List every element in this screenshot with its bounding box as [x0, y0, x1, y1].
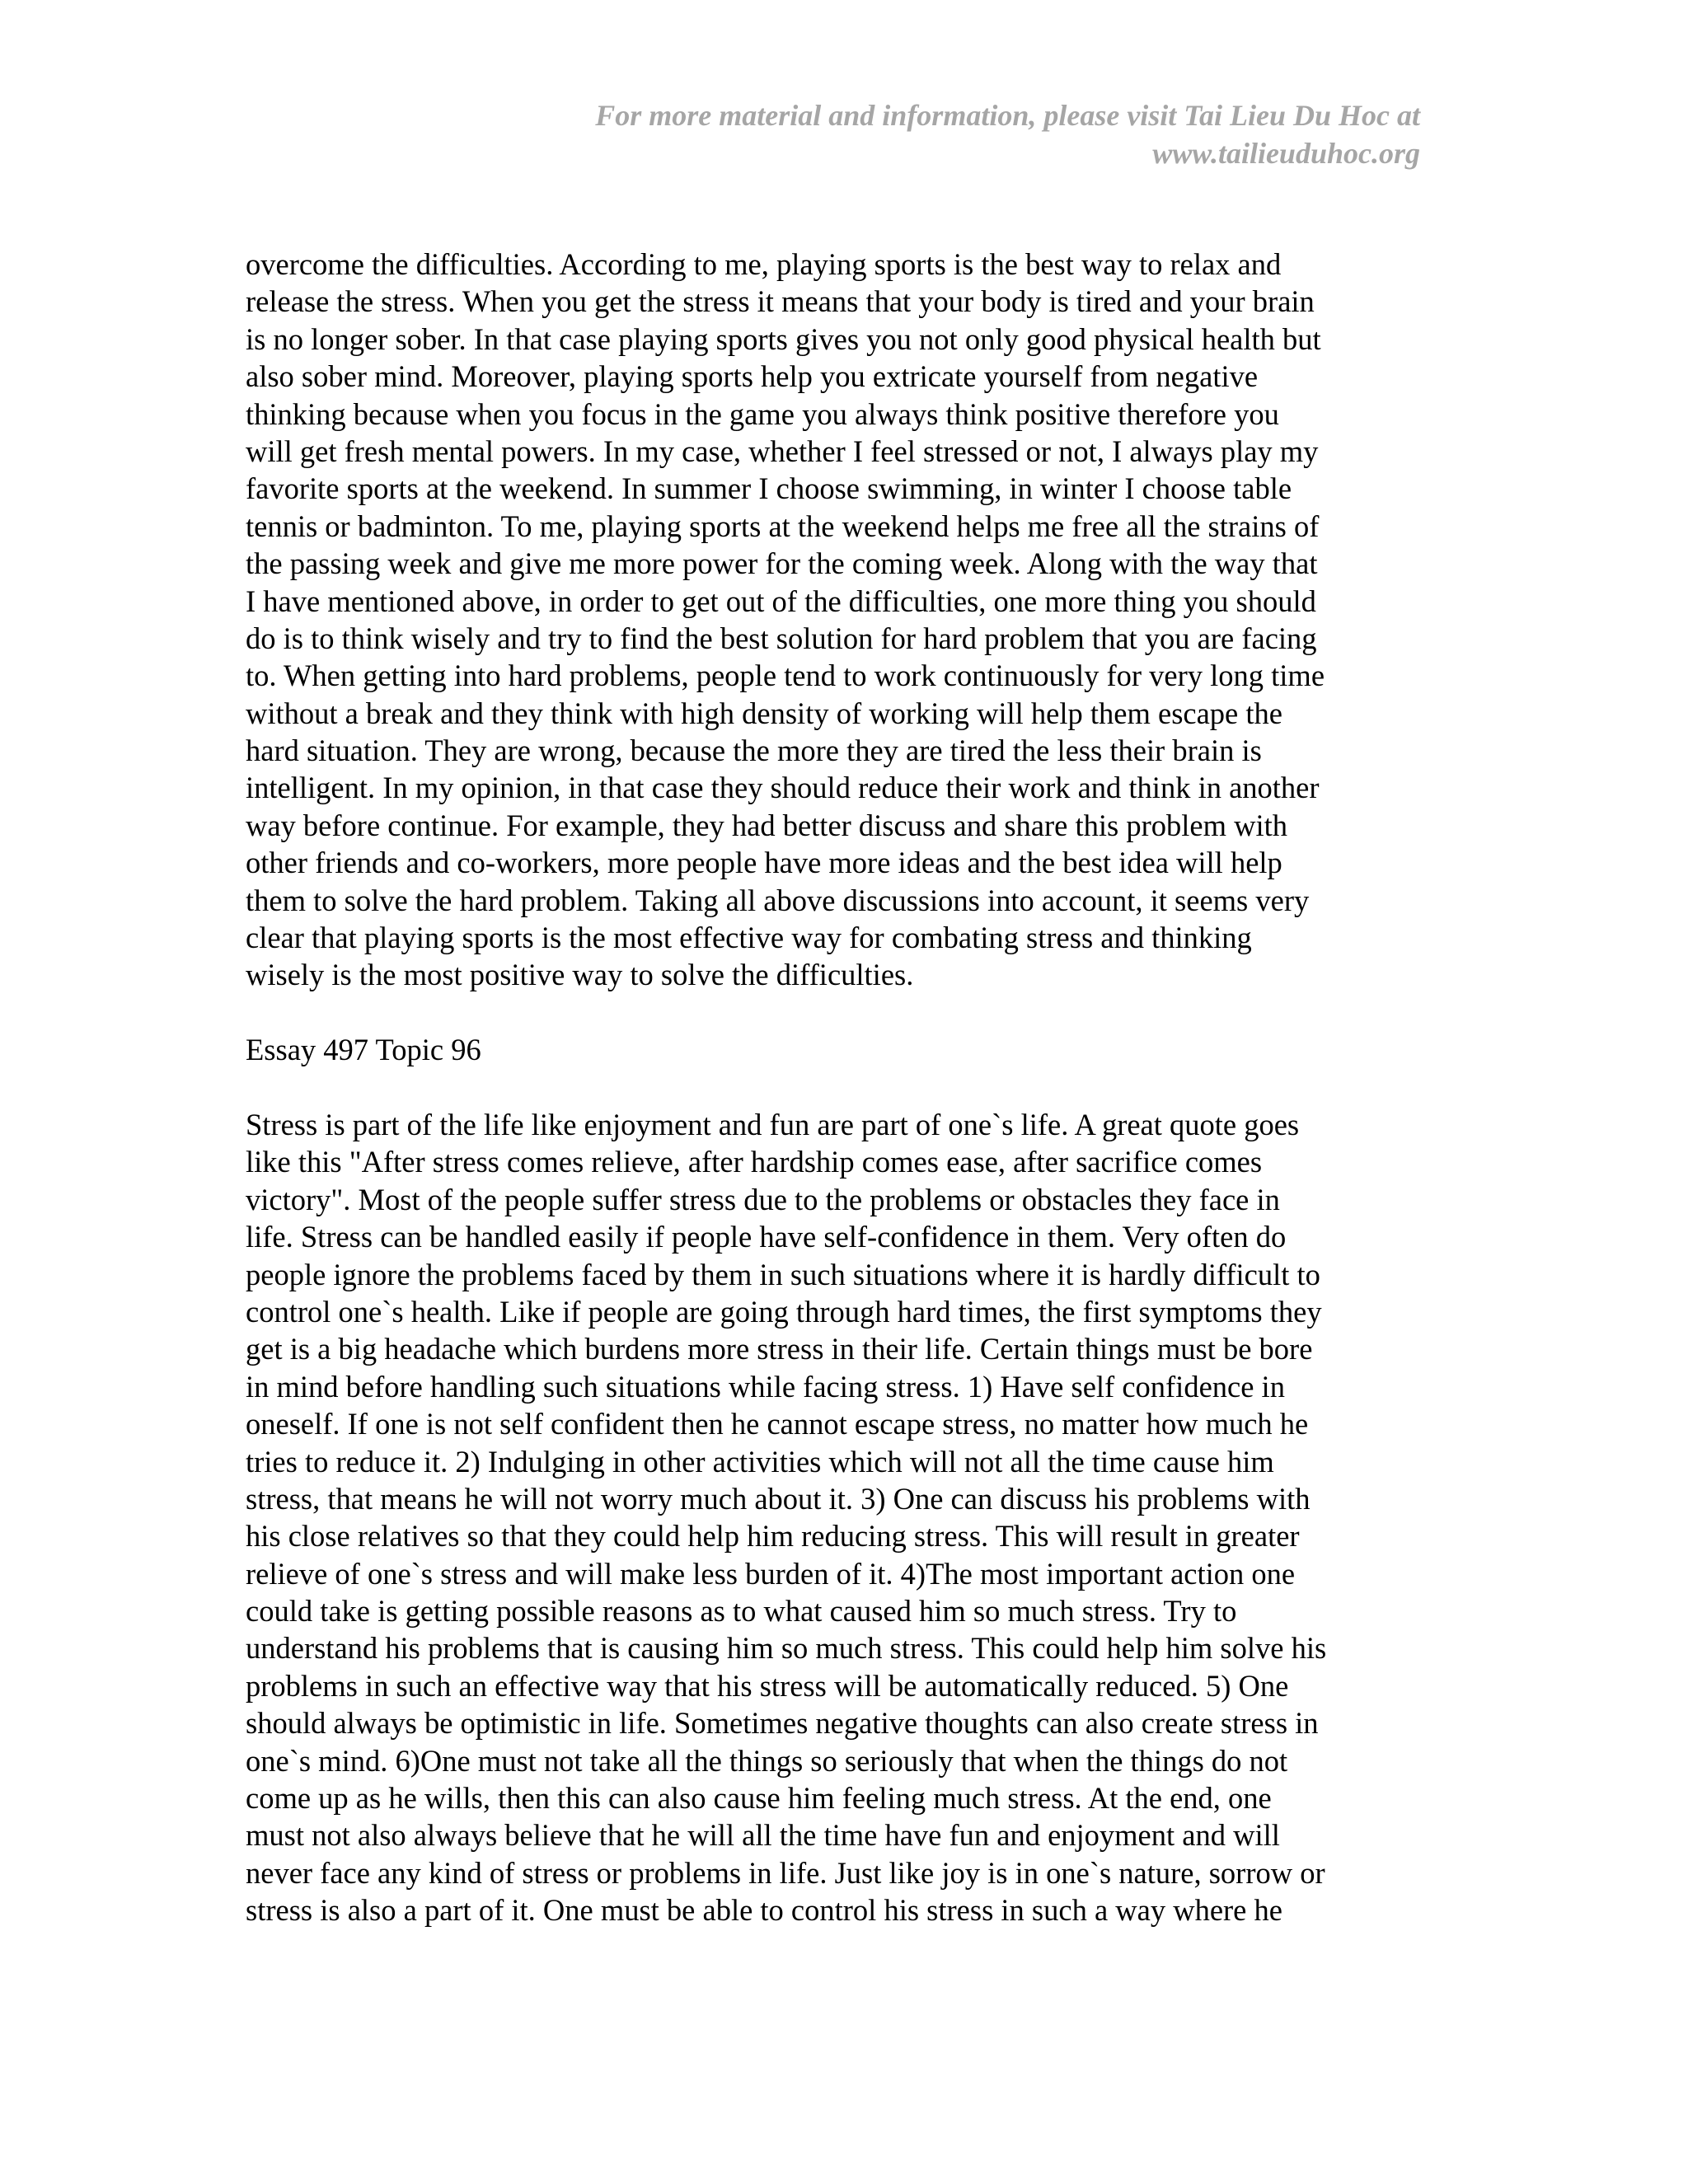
text-line: to. When getting into hard problems, people tend to work continuously for very long time: [246, 658, 1325, 693]
page-header: [431, 96, 1420, 172]
text-line: hard situation. They are wrong, because the more they are tired the less their brain is: [246, 733, 1262, 768]
text-line: life. Stress can be handled easily if people have self-confidence in them. Very often do: [246, 1220, 1287, 1254]
text-line: stress, that means he will not worry much about it. 3) One can discuss his problems with: [246, 1481, 1311, 1516]
text-line: people ignore the problems faced by them in such situations where it is hardly difficult to: [246, 1257, 1320, 1291]
text-line: release the stress. When you get the stress it means that your body is tired and your brain: [246, 284, 1315, 319]
text-line: get is a big headache which burdens more stress in their life. Certain things must be bore: [246, 1332, 1313, 1366]
text-line: relieve of one`s stress and will make less burden of it. 4)The most important action one: [246, 1556, 1296, 1591]
text-line: could take is getting possible reasons as to what caused him so much stress. Try to: [246, 1594, 1237, 1629]
text-line: tries to reduce it. 2) Indulging in other activities which will not all the time cause him: [246, 1444, 1274, 1479]
text-line: understand his problems that is causing him so much stress. This could help him solve his: [246, 1631, 1327, 1666]
text-line: must not also always believe that he will all the time have fun and enjoyment and will: [246, 1818, 1280, 1853]
text-line: oneself. If one is not self confident then he cannot escape stress, no matter how much he: [246, 1407, 1309, 1441]
text-line: other friends and co-workers, more people have more ideas and the best idea will help: [246, 846, 1282, 880]
essay-heading: Essay 497 Topic 96: [246, 1033, 481, 1067]
text-line: in mind before handling such situations while facing stress. 1) Have self confidence in: [246, 1369, 1285, 1404]
text-line: the passing week and give me more power for the coming week. Along with the way that: [246, 546, 1318, 581]
paragraph-spacer: [246, 994, 1432, 1031]
essay-heading-block: [246, 1031, 1432, 1068]
text-line: clear that playing sports is the most effective way for combating stress and thinking: [246, 921, 1252, 955]
paragraph-2: [246, 1106, 1432, 1929]
text-line: will get fresh mental powers. In my case, whether I feel stressed or not, I always play my: [246, 434, 1319, 468]
text-line: come up as he wills, then this can also cause him feeling much stress. At the end, one: [246, 1781, 1272, 1816]
text-line: also sober mind. Moreover, playing sports help you extricate yourself from negative: [246, 359, 1259, 394]
text-line: wisely is the most positive way to solve the difficulties.: [246, 958, 914, 992]
text-line: tennis or badminton. To me, playing sports at the weekend helps me free all the strains of: [246, 509, 1320, 543]
text-line: stress is also a part of it. One must be able to control his stress in such a way where he: [246, 1893, 1282, 1928]
text-line: Stress is part of the life like enjoyment and fun are part of one`s life. A great quote goes: [246, 1107, 1300, 1141]
text-line: victory". Most of the people suffer stress due to the problems or obstacles they face in: [246, 1182, 1280, 1216]
text-line: way before continue. For example, they had better discuss and share this problem with: [246, 808, 1287, 842]
text-line: never face any kind of stress or problems in life. Just like joy is in one`s nature, sorrow or: [246, 1855, 1325, 1890]
text-line: do is to think wisely and try to find the best solution for hard problem that you are facing: [246, 621, 1317, 655]
text-line: one`s mind. 6)One must not take all the things so seriously that when the things do not: [246, 1743, 1288, 1778]
paragraph-1: [246, 246, 1432, 994]
text-line: problems in such an effective way that his stress will be automatically reduced. 5) One: [246, 1668, 1289, 1703]
text-line: is no longer sober. In that case playing sports gives you not only good physical health but: [246, 321, 1321, 356]
paragraph-spacer: [246, 1069, 1432, 1106]
header-website-link[interactable]: www.tailieuduhoc.org: [1152, 137, 1420, 170]
text-line: without a break and they think with high density of working will help them escape the: [246, 696, 1282, 730]
text-line: I have mentioned above, in order to get out of the difficulties, one more thing you should: [246, 583, 1316, 618]
text-line: control one`s health. Like if people are going through hard times, the first symptoms they: [246, 1294, 1322, 1329]
text-line: intelligent. In my opinion, in that case they should reduce their work and think in another: [246, 771, 1320, 805]
document-body: [246, 246, 1432, 1929]
text-line: his close relatives so that they could help him reducing stress. This will result in greater: [246, 1519, 1300, 1554]
text-line: thinking because when you focus in the game you always think positive therefore you: [246, 396, 1279, 431]
text-line: overcome the difficulties. According to me, playing sports is the best way to relax and: [246, 247, 1282, 281]
header-line-1: For more material and information, please visit Tai Lieu Du Hoc at: [595, 99, 1420, 132]
text-line: should always be optimistic in life. Sometimes negative thoughts can also create stress in: [246, 1706, 1319, 1741]
text-line: like this "After stress comes relieve, after hardship comes ease, after sacrifice comes: [246, 1145, 1263, 1179]
text-line: favorite sports at the weekend. In summer I choose swimming, in winter I choose table: [246, 471, 1292, 506]
text-line: them to solve the hard problem. Taking all above discussions into account, it seems very: [246, 883, 1310, 917]
